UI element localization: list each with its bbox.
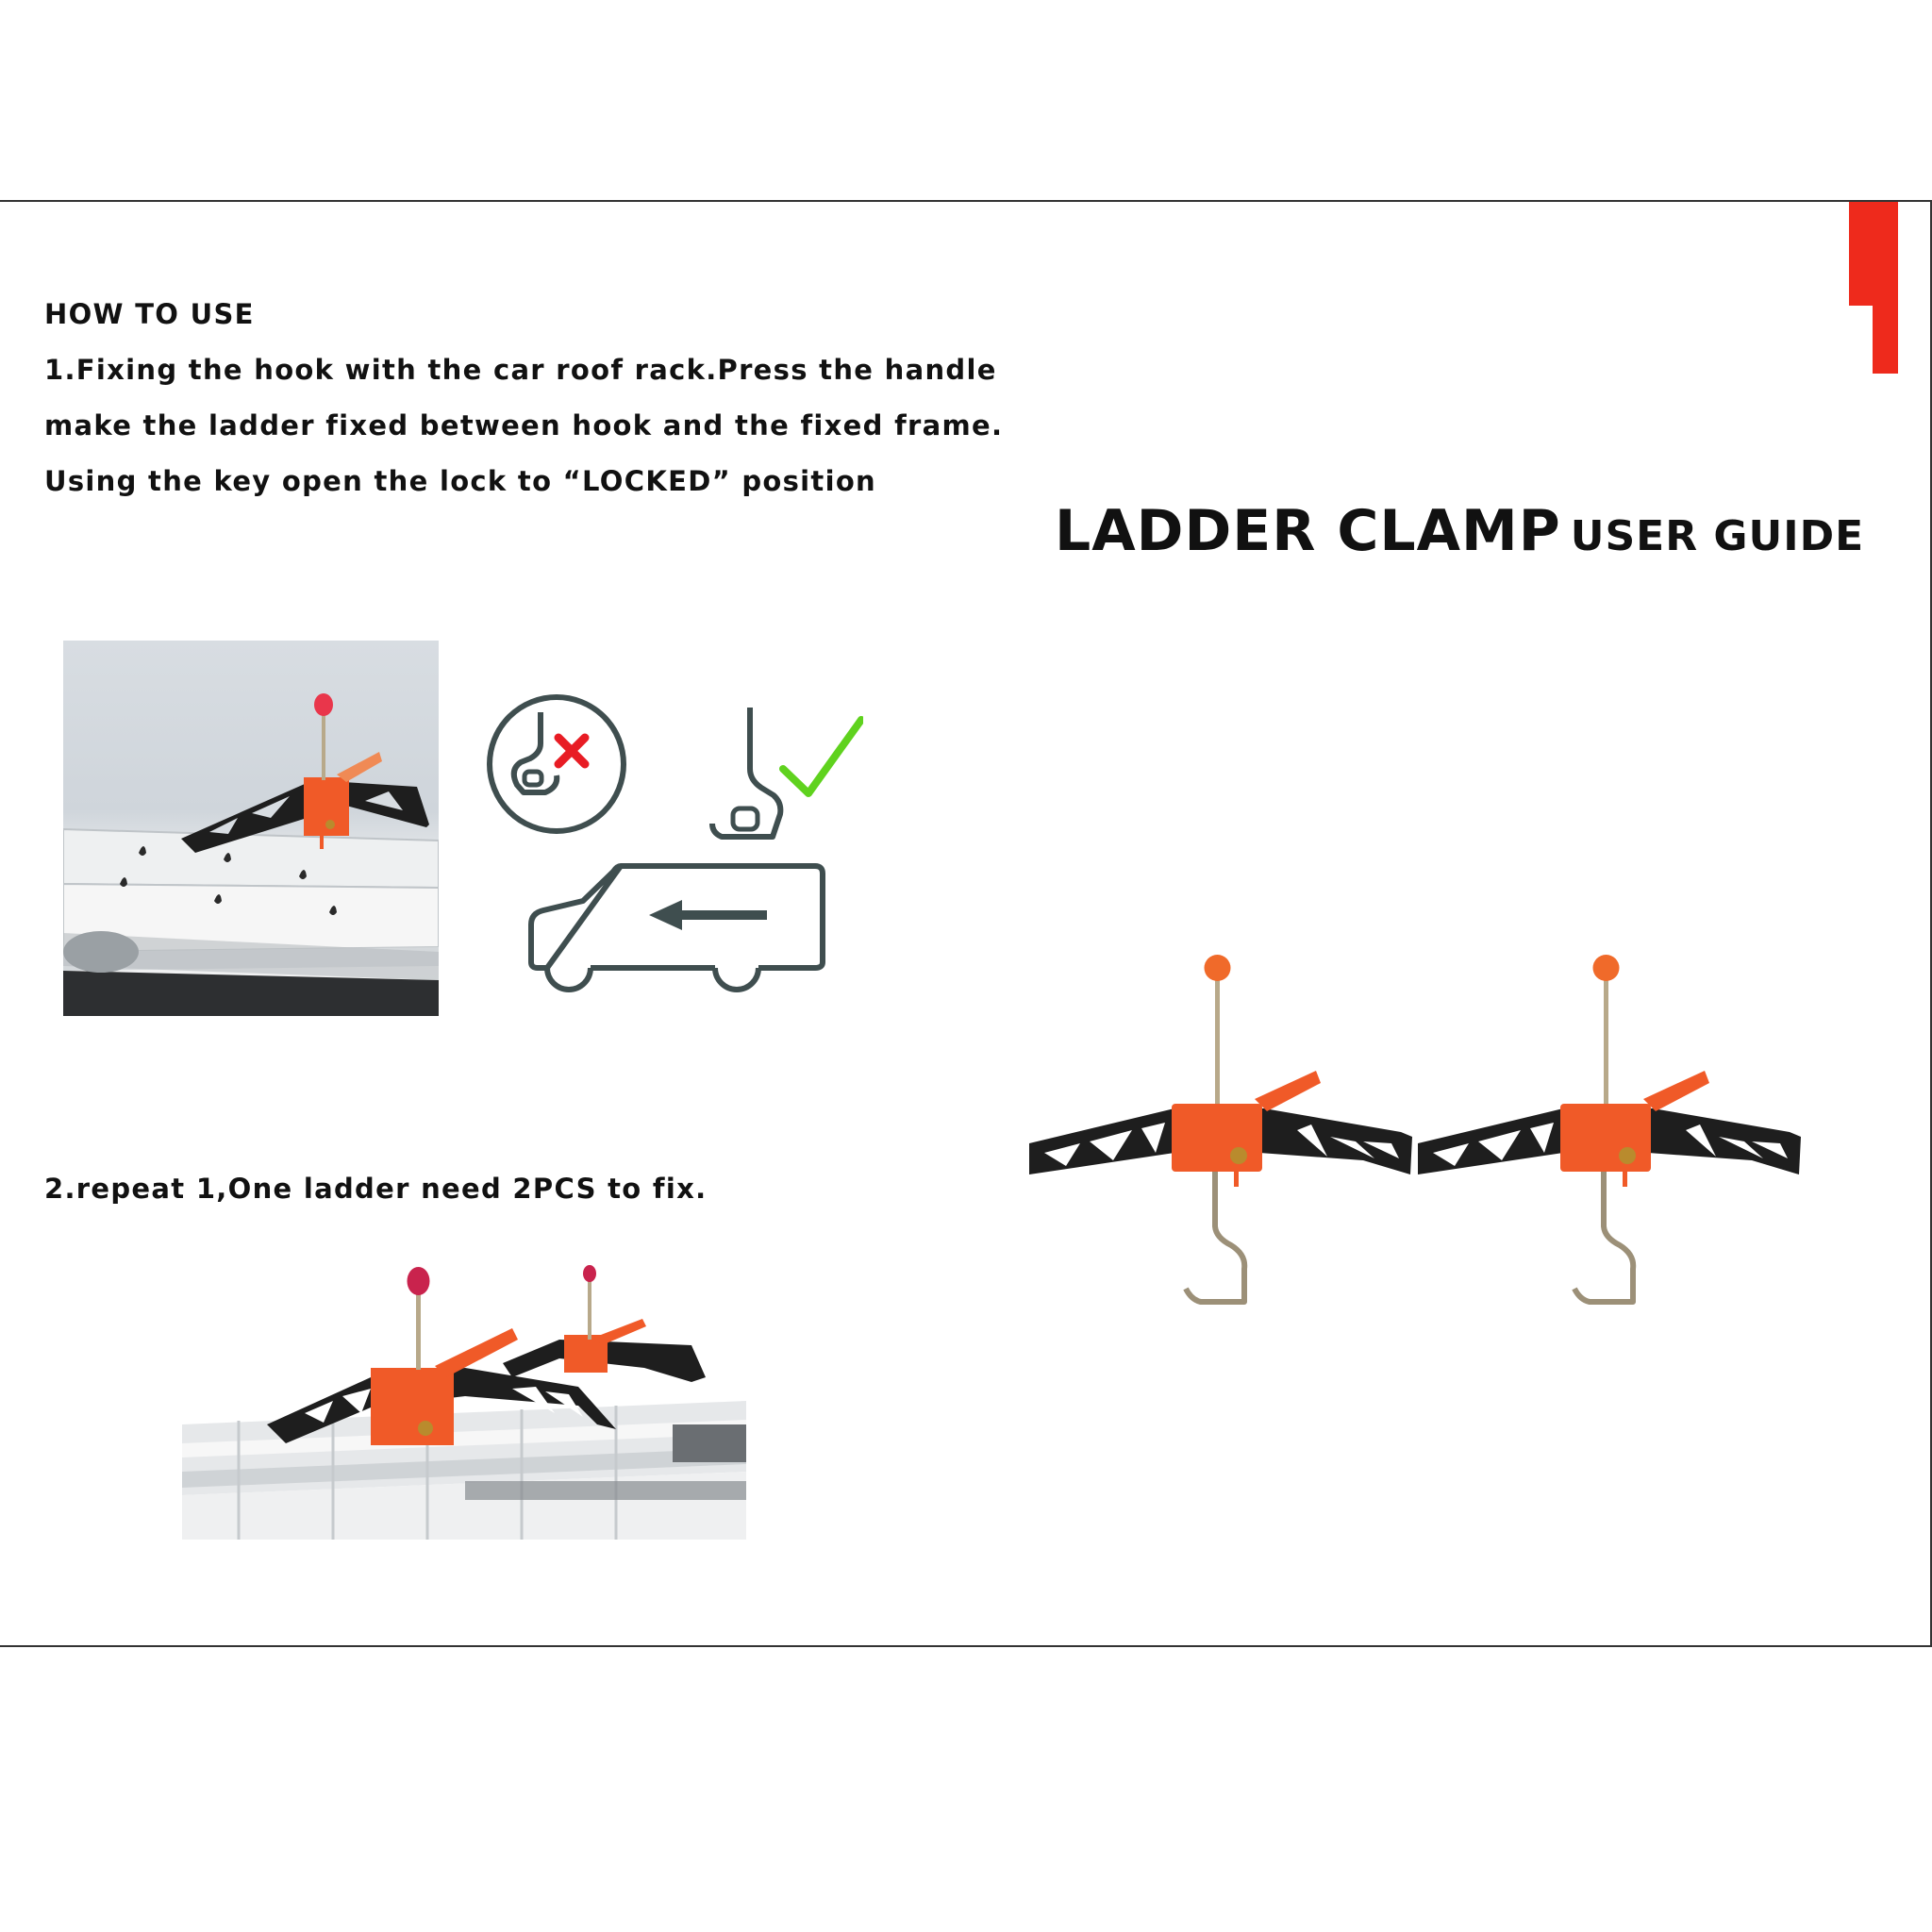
clamp-on-ladder-photo xyxy=(63,641,439,1016)
red-corner-tab xyxy=(1849,202,1898,306)
bottom-rule xyxy=(0,1645,1932,1647)
how-to-use-heading: HOW TO USE xyxy=(44,298,255,330)
car-icon xyxy=(526,858,838,1000)
ladder-clamp-right xyxy=(1418,955,1801,1302)
title-main: LADDER CLAMP xyxy=(1055,498,1561,564)
red-corner-tab-tail xyxy=(1873,302,1898,374)
step1-text-line1: 1.Fixing the hook with the car roof rack.Press the handle xyxy=(44,354,997,386)
check-icon xyxy=(783,720,861,793)
arrow-left-icon xyxy=(649,900,767,930)
page-title xyxy=(1055,498,1864,564)
wrong-hook-icon xyxy=(481,689,632,840)
correct-hook-icon xyxy=(703,703,863,844)
ladder-clamp-left xyxy=(1029,955,1412,1302)
title-sub: USER GUIDE xyxy=(1570,512,1865,560)
ladder-clamps-product-image xyxy=(1024,943,1807,1340)
step1-text-line2: make the ladder fixed between hook and the fixed frame. xyxy=(44,409,1004,441)
two-clamps-on-ladder-photo xyxy=(182,1245,746,1540)
step2-text: 2.repeat 1,One ladder need 2PCS to fix. xyxy=(44,1173,708,1205)
step1-text-line3: Using the key open the lock to “LOCKED” position xyxy=(44,465,876,497)
top-rule xyxy=(0,200,1932,202)
cross-icon xyxy=(558,738,585,764)
